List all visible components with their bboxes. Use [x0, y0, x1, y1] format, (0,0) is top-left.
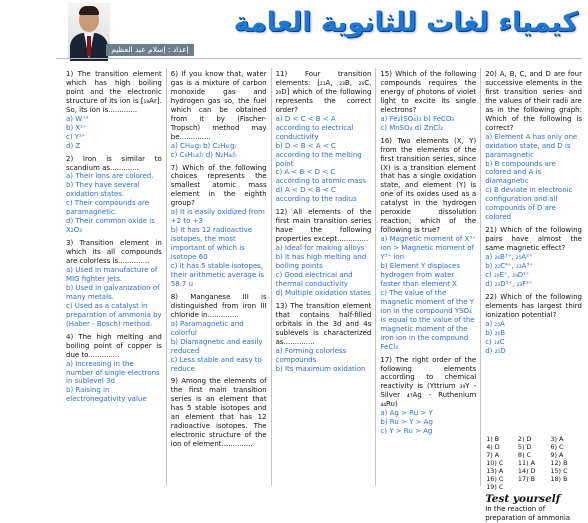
page-title: كيمياء لغات للثانوية العامة: [233, 7, 578, 38]
answer-row: [485, 459, 581, 467]
answer-option: c) Less stable and easy to reduce: [170, 355, 262, 373]
question-stem: 20) A, B, C, and D are four successive elements in the first transition series and the values of their radii are as in the following graph: Which of the following is correct?: [485, 70, 582, 132]
answer-option: according to the radius: [275, 195, 357, 204]
column-3: [272, 68, 377, 486]
question-item: [171, 70, 267, 160]
answer-option: b) ₂₂C⁴⁺, ₂₃A³⁺: [485, 262, 533, 271]
answer-cell: 3) A: [550, 435, 564, 443]
answer-option: a) It is easily oxidized from +2 to +3: [170, 208, 265, 226]
answer-option: a) Paramagnetic and colorful: [170, 319, 244, 337]
question-item: [171, 293, 267, 374]
answer-row: [485, 443, 581, 451]
answer-cell: 14) D: [517, 467, 536, 475]
answer-option: b) Element Y displaces hydrogen from water faster than element X: [380, 262, 461, 288]
answer-option: b) B compounds are colored and A is diamagnetic: [485, 159, 556, 186]
answer-option: according to electrical conductivity: [275, 123, 354, 141]
answer-row: [485, 483, 581, 491]
answer-option: a) W⁺²: [66, 114, 89, 123]
answer-cell: 12) B: [550, 459, 568, 467]
answer-option: d) Z: [66, 141, 81, 150]
answer-option: c) It has 5 stable isotopes, their arithmetic average is 58.7 u: [170, 262, 264, 288]
answer-option: c) B deviate in electronic configuration and all compounds of D are colored: [485, 186, 573, 222]
question-item: [485, 293, 582, 356]
answer-row: [485, 451, 581, 459]
answer-cell: 6) C: [550, 443, 564, 451]
answer-cell: [549, 483, 581, 491]
question-stem: 12) All elements of the first main transition series have the following properties except..............: [275, 208, 372, 244]
answer-option: a) Ideal for making alloys b) It has high melting and boiling points: [275, 244, 367, 271]
answer-option: a) ₂₅A: [485, 319, 505, 328]
question-stem: 7) Which of the following choices represents the smallest atomic mass element in the eighth group?: [170, 163, 267, 208]
question-stem: 1) The transition element which has high boiling point and the electronic structure of its ion is [₁₈Ar]. So, its ion is.............: [66, 70, 162, 114]
question-stem: 21) Which of the following pairs have almost the same magnetic effect?: [485, 226, 582, 253]
answer-option: c) A < B < D < C: [275, 168, 336, 177]
answer-option: c) ₂₉E⁺, ₂₉D²⁺: [485, 270, 530, 279]
answer-option: b) D < B < A < C: [275, 141, 336, 150]
answer-option: c) The value of the magnetic moment of the Y ion in the compound YSO₄ is equal to the value of the magnetic moment of the iron ion in the compound FeCl₃: [380, 288, 475, 351]
answer-option: a) Forming colorless compounds: [275, 346, 347, 364]
answer-cell: 19) C: [486, 483, 504, 491]
question-stem: 3) Transition element in which its all compounds are colorless is..............: [66, 239, 162, 266]
question-stem: 15) Which of the following compounds requires the energy of photons of violet light to excite its single electrons?: [380, 70, 477, 114]
question-item: [276, 70, 372, 204]
question-stem: 4) The high melting and boiling point of copper is due to..............: [66, 332, 162, 359]
answer-cell: 18) B: [550, 475, 568, 483]
answer-option: d) Their common oxide is X₂O₃: [66, 217, 155, 235]
question-item: [66, 70, 162, 151]
question-item: [380, 70, 476, 133]
answer-option: b) Ru > Y > Ag: [380, 418, 433, 427]
answer-option: d) A < D < B < C: [275, 186, 336, 195]
question-item: [276, 208, 372, 298]
answer-option: a) Used in manufacture of MIG fighter jets.: [66, 266, 158, 283]
answer-key: [485, 435, 581, 523]
answer-cell: 9) A: [550, 451, 564, 459]
answer-option: c) MnSO₄ d) ZnCl₂: [380, 123, 443, 132]
column-5: [481, 68, 586, 522]
answer-cell: 2) D: [517, 435, 532, 443]
question-item: [66, 333, 162, 405]
answer-option: a) CH₄₍g₎ b) C₂H₆₍g₎: [170, 141, 237, 150]
answer-option: b) They have several oxidation states.: [66, 181, 140, 199]
answer-option: c) Y²⁺: [66, 132, 86, 141]
answer-option: a) Increasing in the number of single electrons in sublevel 3d: [66, 359, 160, 386]
question-item: [485, 70, 582, 222]
question-stem: 2) Iron is similar to scandium as.............: [66, 154, 162, 172]
question-stem: 22) Which of the following elements has largest third ionization potential?: [485, 292, 582, 319]
answer-row: [485, 467, 581, 475]
question-item: [380, 356, 476, 437]
question-stem: 16) Two elements (X, Y) from the elements of the first transition series, since (X) is a transition element that has a single oxidation state, and element (Y) is one of its oxides used as a catalyst in the hydrogen peroxide dissolution reaction; which of the following is true?: [380, 136, 477, 235]
answer-option: according to atomic mass: [275, 177, 366, 186]
answer-option: b) Used in galvanization of many metals.: [66, 283, 160, 301]
page-header: [0, 0, 588, 66]
question-stem: 17) The right order of the following elements according to chemical reactivity is (Yttrium ₃₉Y - Silver ₄₇Ag - Ruthenium ₄₄Ru): [380, 355, 477, 409]
question-stem: 13) The transition element that contains half-filled orbitals in the 3d and 4s sublevels is characterized as..............: [275, 301, 372, 346]
test-yourself-heading: Test yourself: [485, 493, 561, 505]
header-divider: [56, 58, 582, 59]
answer-option: b) ₂₆B: [485, 328, 506, 337]
answer-cell: 5) D: [517, 443, 532, 451]
author-credit: إعداد : إسلام عبد العظيم: [106, 44, 194, 56]
answer-option: a) Magnetic moment of X³⁺ ion > Magnetic moment of Y³⁺ ion: [380, 235, 476, 262]
question-stem: 11) Four transition elements: [₂₁A, ₂₃B, ₂₆C, ₂₉D] which of the following represents the correct order?: [275, 70, 372, 114]
question-item: [171, 377, 267, 449]
answer-cell: 17) B: [517, 475, 535, 483]
answer-cell: [517, 483, 550, 491]
answer-row: [485, 475, 581, 483]
author-photo: [68, 3, 110, 59]
answer-option: c) Y > Ru > Ag: [380, 427, 433, 436]
answer-cell: 1) B: [486, 435, 500, 443]
answer-cell: 13) A: [486, 467, 504, 475]
column-2: [167, 68, 272, 486]
answer-cell: 4) D: [486, 443, 500, 451]
question-item: [380, 137, 476, 352]
answer-cell: 10) C: [486, 459, 504, 467]
answer-row: [485, 435, 581, 443]
column-4: [376, 68, 481, 486]
question-stem: 6) If you know that, water gas is a mixture of carbon monoxide gas and hydrogen gas so, the fuel which can be obtained from it by (Fischer- Tropsch) method may be..............: [170, 70, 267, 141]
answer-option: b) Diamagnetic and easily reduced: [170, 337, 263, 355]
answer-option: d) Multiple oxidation states: [275, 288, 371, 297]
answer-option: b) X²⁺: [66, 123, 87, 132]
answer-option: c) Their compounds are paramagnetic.: [66, 199, 150, 217]
answer-cell: 8) C: [517, 451, 531, 459]
answer-cell: 11) A: [517, 459, 535, 467]
question-item: [485, 226, 582, 289]
answer-option: a) Their ions are colored.: [66, 172, 154, 181]
question-item: [171, 164, 267, 289]
answer-option: d) ₂₅D: [485, 346, 506, 355]
answer-option: d) ₂₃D³⁺, ₂₃F²⁺: [485, 279, 533, 288]
answer-option: a) Ag > Ru > Y: [380, 409, 433, 418]
answer-option: c) Good electrical and thermal conductivity: [275, 270, 353, 288]
question-columns: [62, 68, 586, 522]
question-stem: 8) Manganese III is distinguished from iron III chloride in..............: [170, 292, 267, 319]
answer-option: b) It has 12 radioactive isotopes, the most important of which is isotope 60: [170, 226, 253, 262]
answer-cell: 15) C: [550, 467, 568, 475]
column-1: [62, 68, 167, 486]
answer-option: b) Its maximum oxidation: [275, 364, 366, 373]
test-yourself-question: In the reaction of preparation of ammonia: [485, 505, 571, 522]
answer-option: c) ₂₄C: [485, 337, 505, 346]
answer-option: a) D < C < B < A: [275, 114, 336, 123]
answer-option: a) Fe₂(SO₄)₃ b) FeCO₃: [380, 114, 455, 123]
answer-option: c) C₆H₁₄₍l₎ d) N₂H₄₍l₎: [170, 150, 237, 159]
question-item: [276, 302, 372, 374]
answer-option: a) Element A has only one oxidation state, and D is paramagnetic: [485, 132, 578, 159]
answer-option: according to the melting point: [275, 150, 362, 168]
question-item: [66, 155, 162, 236]
question-stem: 9) Among the elements of the first main transition series is an element that has 5 stable isotopes and an element that has 12 radioactive isotopes. The electronic structure of the ion of element..............: [170, 377, 267, 449]
answer-option: b) Raising in electronegativity value: [66, 386, 147, 404]
answer-cell: 16) C: [486, 475, 504, 483]
answer-table: [485, 435, 581, 491]
answer-cell: 7) A: [486, 451, 500, 459]
answer-option: c) Used as a catalyst in preparation of ammonia by (Haber - Bosch) method.: [66, 301, 162, 328]
answer-option: a) ₂₆B³⁺, ₂₅A²⁺: [485, 253, 533, 262]
question-item: [66, 239, 162, 329]
